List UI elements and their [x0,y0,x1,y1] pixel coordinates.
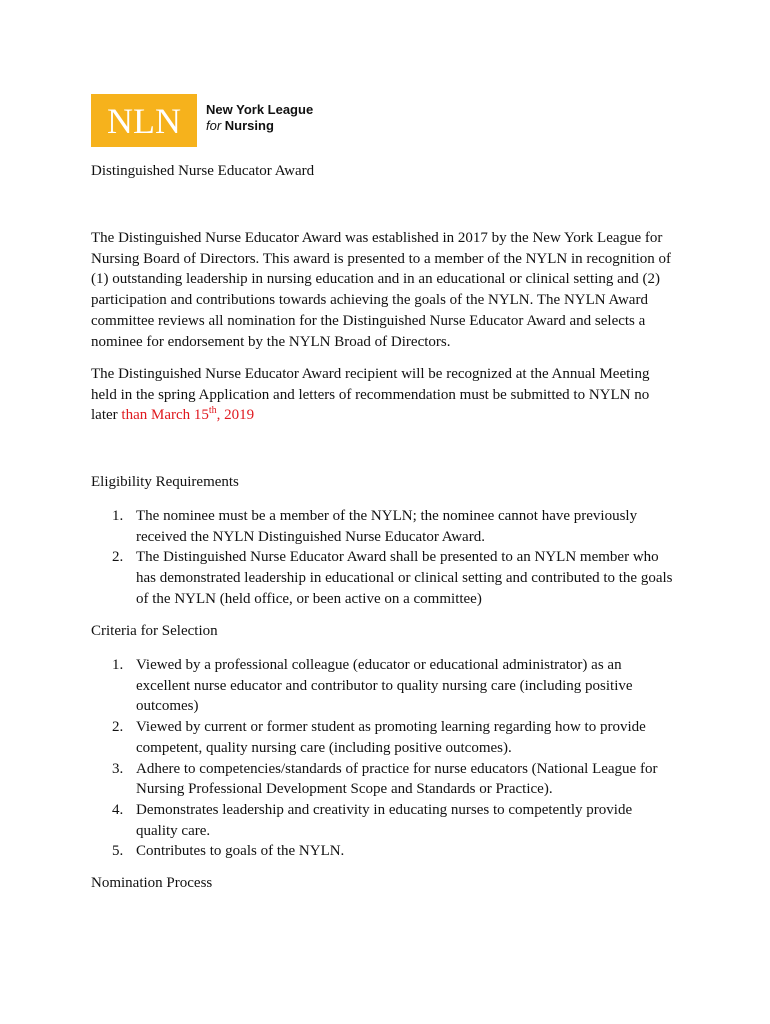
criteria-heading: Criteria for Selection [91,623,218,639]
eligibility-item-2-line-1: The Distinguished Nurse Educator Award shall be presented to an NYLN member who [136,549,659,566]
logo-wordmark-line2 [206,118,313,134]
eligibility-item-2-line-2: has demonstrated leadership in educational or clinical setting and contributed to the goals [136,570,673,587]
eligibility-item-2-line-3: of the NYLN (held office, or been active on a committee) [136,590,482,607]
criteria-item-1-line-2: excellent nurse educator and contributor to quality nursing care (including positive [136,677,633,694]
criteria-item-5-number: 5. [112,843,124,860]
nln-logo-mark [91,94,197,147]
recognition-line-3 [91,405,254,426]
logo-wordmark-for: for [206,118,222,133]
logo-wordmark-nursing: Nursing [224,118,274,133]
criteria-item-4-number: 4. [112,801,124,818]
eligibility-item-1-line-1: The nominee must be a member of the NYLN; the nominee cannot have previously [136,508,638,524]
criteria-item-4-line-2: quality care. [136,822,211,839]
criteria-item-2-line-2: competent, quality nursing care (including positive outcomes). [136,739,512,756]
criteria-item-1-number: 1. [112,657,124,673]
logo-wordmark [206,102,313,134]
recognition-prefix: later [91,407,122,424]
intro-line-2: Nursing Board of Directors. This award is presented to a member of the NYLN in recognition of [91,250,671,267]
recognition-line-1: The Distinguished Nurse Educator Award recipient will be recognized at the Annual Meeting [91,366,650,382]
deadline-year: , 2019 [216,407,255,424]
criteria-item-1-line-3: outcomes) [136,698,199,715]
eligibility-heading: Eligibility Requirements [91,474,239,490]
deadline-ordinal: th [208,405,217,417]
logo-wordmark-line1: New York League [206,102,314,117]
criteria-item-5-line-1: Contributes to goals of the NYLN. [136,843,345,860]
eligibility-item-1-number: 1. [112,508,124,524]
criteria-item-1-line-1: Viewed by a professional colleague (educator or educational administrator) as an [136,657,622,673]
intro-line-5: committee reviews all nomination for the Distinguished Nurse Educator Award and selects a [91,312,646,329]
criteria-item-3-line-1: Adhere to competencies/standards of practice for nurse educators (National League for [136,760,658,777]
criteria-item-4-line-1: Demonstrates leadership and creativity in educating nurses to competently provide [136,801,633,818]
document-title: Distinguished Nurse Educator Award [91,163,315,179]
criteria-item-2-number: 2. [112,719,124,736]
intro-line-3: (1) outstanding leadership in nursing education and in an educational or clinical setting and (2) [91,271,661,288]
criteria-item-2-line-1: Viewed by current or former student as promoting learning regarding how to provide [136,719,646,736]
intro-line-4: participation and contributions towards achieving the goals of the NYLN. The NYLN Award [91,292,648,309]
logo-mark-text: NLN [107,100,181,141]
intro-line-1: The Distinguished Nurse Educator Award was established in 2017 by the New York League for [91,230,663,246]
criteria-item-3-number: 3. [112,760,124,777]
intro-line-6: nominee for endorsement by the NYLN Broad of Directors. [91,333,451,350]
criteria-item-3-line-2: Nursing Professional Development Scope and Standards or Practice). [136,781,553,798]
deadline-text: than March 15 [121,407,209,424]
eligibility-item-2-number: 2. [112,549,124,566]
eligibility-item-1-line-2: received the NYLN Distinguished Nurse Educator Award. [136,528,485,545]
recognition-line-2: held in the spring Application and letters of recommendation must be submitted to NYLN no [91,386,650,403]
nomination-heading: Nomination Process [91,875,213,891]
